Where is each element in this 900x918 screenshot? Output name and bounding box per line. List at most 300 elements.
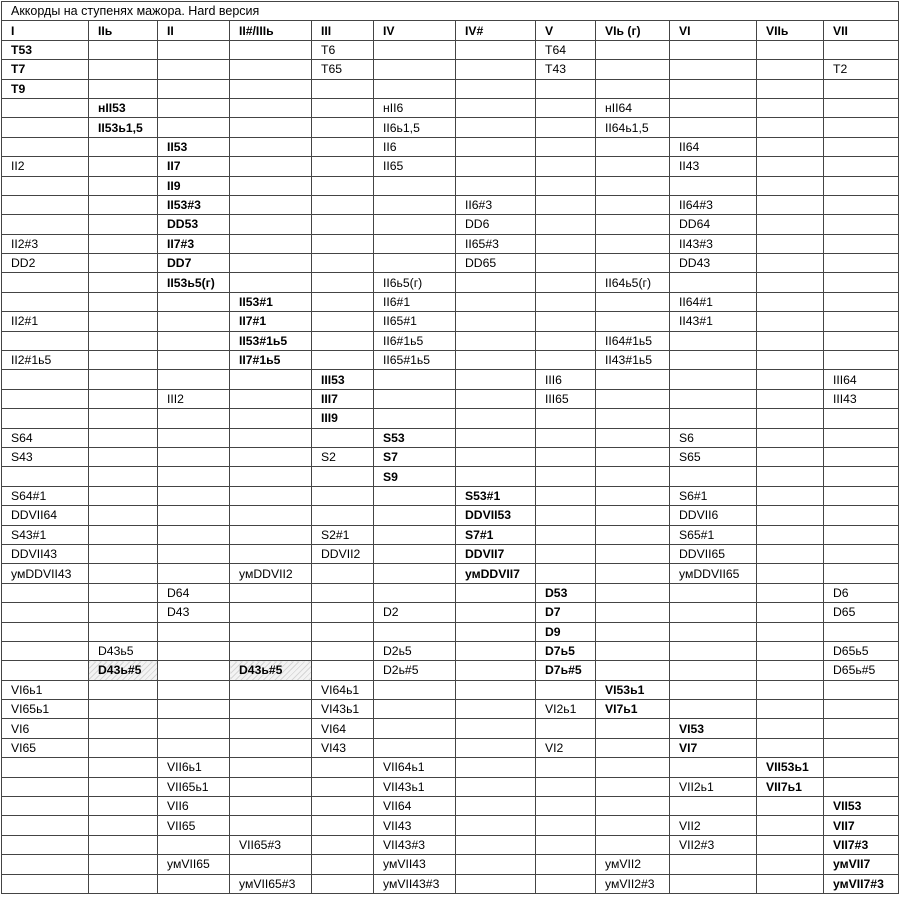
table-cell (757, 157, 824, 176)
table-cell: II2#1 (2, 312, 89, 331)
table-cell: II65#1ь5 (374, 351, 456, 370)
table-cell (824, 312, 899, 331)
table-cell (89, 797, 158, 816)
column-header: VIь (г) (596, 21, 670, 40)
table-cell (312, 816, 374, 835)
table-cell (596, 661, 670, 680)
table-cell: II53ь1,5 (89, 118, 158, 137)
table-cell (536, 467, 596, 486)
table-cell (536, 564, 596, 583)
table-cell (757, 622, 824, 641)
table-cell (596, 292, 670, 311)
table-cell: VI65ь1 (2, 700, 89, 719)
table-row (2, 816, 899, 835)
table-cell: II43 (670, 157, 757, 176)
table-cell: D53 (536, 583, 596, 602)
table-cell (596, 195, 670, 214)
table-cell (230, 60, 312, 79)
table-cell (89, 835, 158, 854)
table-cell (536, 118, 596, 137)
table-cell (670, 661, 757, 680)
table-cell (312, 467, 374, 486)
table-cell (89, 777, 158, 796)
table-cell (757, 797, 824, 816)
table-cell (456, 176, 536, 195)
table-cell (89, 564, 158, 583)
table-row (2, 777, 899, 796)
table-cell (757, 544, 824, 563)
table-cell (2, 777, 89, 796)
table-cell (824, 409, 899, 428)
table-cell (596, 254, 670, 273)
table-cell (757, 40, 824, 59)
table-cell (158, 40, 230, 59)
table-cell (536, 525, 596, 544)
table-cell: D64 (158, 583, 230, 602)
table-cell (596, 797, 670, 816)
column-header: II (158, 21, 230, 40)
table-cell (158, 370, 230, 389)
table-cell (230, 389, 312, 408)
table-cell: D65ь5 (824, 641, 899, 660)
table-cell (757, 467, 824, 486)
table-cell (757, 292, 824, 311)
table-cell (230, 855, 312, 874)
table-cell: III6 (536, 370, 596, 389)
table-cell (312, 292, 374, 311)
table-cell (374, 215, 456, 234)
table-row (2, 700, 899, 719)
table-cell (230, 544, 312, 563)
table-cell: VII53 (824, 797, 899, 816)
table-cell (456, 738, 536, 757)
table-cell (824, 544, 899, 563)
table-cell: VI2 (536, 738, 596, 757)
table-cell (230, 700, 312, 719)
table-row (2, 874, 899, 893)
table-cell (757, 583, 824, 602)
table-cell: S64#1 (2, 486, 89, 505)
table-cell (757, 273, 824, 292)
table-cell: DD43 (670, 254, 757, 273)
table-cell (757, 351, 824, 370)
table-cell (824, 292, 899, 311)
table-cell (596, 738, 670, 757)
table-cell: III65 (536, 389, 596, 408)
table-row (2, 40, 899, 59)
table-cell: III43 (824, 389, 899, 408)
table-cell: VII7 (824, 816, 899, 835)
table-cell: VI53ь1 (596, 680, 670, 699)
table-cell (158, 738, 230, 757)
table-cell (230, 816, 312, 835)
table-cell (89, 506, 158, 525)
table-cell: VII43 (374, 816, 456, 835)
table-cell: D2ь5 (374, 641, 456, 660)
table-cell: D7 (536, 603, 596, 622)
table-row (2, 195, 899, 214)
table-cell (824, 525, 899, 544)
table-cell (158, 564, 230, 583)
table-cell (757, 79, 824, 98)
table-cell (2, 603, 89, 622)
table-cell: D43ь5 (89, 641, 158, 660)
table-cell (670, 273, 757, 292)
table-cell (230, 98, 312, 117)
table-cell: умDDVII43 (2, 564, 89, 583)
table-cell (757, 525, 824, 544)
table-cell: II53 (158, 137, 230, 156)
table-cell (757, 661, 824, 680)
table-cell (89, 79, 158, 98)
table-row (2, 79, 899, 98)
table-cell (757, 409, 824, 428)
table-cell (89, 40, 158, 59)
table-cell: II64#1 (670, 292, 757, 311)
table-cell: D65 (824, 603, 899, 622)
table-cell: VI53 (670, 719, 757, 738)
table-cell: D7ь5 (536, 641, 596, 660)
table-cell (456, 622, 536, 641)
table-cell (596, 60, 670, 79)
table-cell (596, 137, 670, 156)
table-cell (2, 835, 89, 854)
table-cell (2, 98, 89, 117)
table-cell: VI6ь1 (2, 680, 89, 699)
table-cell (312, 79, 374, 98)
table-cell (536, 292, 596, 311)
table-cell: DDVII7 (456, 544, 536, 563)
table-cell: VI6 (2, 719, 89, 738)
table-cell (596, 583, 670, 602)
table-cell (89, 273, 158, 292)
table-cell: VII65#3 (230, 835, 312, 854)
table-cell (596, 506, 670, 525)
table-cell: S7#1 (456, 525, 536, 544)
table-cell (456, 874, 536, 893)
table-cell: DDVII53 (456, 506, 536, 525)
table-cell: II9 (158, 176, 230, 195)
table-cell: умDDVII7 (456, 564, 536, 583)
table-cell: D7ь#5 (536, 661, 596, 680)
table-cell (158, 525, 230, 544)
table-row (2, 176, 899, 195)
table-cell (89, 389, 158, 408)
table-cell (757, 254, 824, 273)
table-cell (230, 273, 312, 292)
table-cell (2, 389, 89, 408)
table-cell (374, 544, 456, 563)
table-cell (536, 273, 596, 292)
table-cell (456, 816, 536, 835)
table-cell (456, 98, 536, 117)
table-cell: S53 (374, 428, 456, 447)
table-cell (312, 176, 374, 195)
table-cell (824, 758, 899, 777)
table-cell (312, 312, 374, 331)
table-cell: T53 (2, 40, 89, 59)
table-cell (456, 351, 536, 370)
table-cell (158, 98, 230, 117)
table-cell (596, 370, 670, 389)
table-cell: VII65 (158, 816, 230, 835)
table-row (2, 486, 899, 505)
table-row (2, 370, 899, 389)
table-cell (596, 467, 670, 486)
table-cell (158, 118, 230, 137)
table-cell: II2 (2, 157, 89, 176)
table-cell (596, 447, 670, 466)
table-cell (536, 98, 596, 117)
table-cell: II53#3 (158, 195, 230, 214)
table-cell (757, 874, 824, 893)
table-row (2, 312, 899, 331)
table-cell (757, 738, 824, 757)
table-cell: VI64ь1 (312, 680, 374, 699)
table-cell: VII65ь1 (158, 777, 230, 796)
table-cell: III64 (824, 370, 899, 389)
table-cell (824, 234, 899, 253)
table-cell (2, 273, 89, 292)
table-cell (312, 195, 374, 214)
table-cell: DD65 (456, 254, 536, 273)
table-cell (596, 564, 670, 583)
table-cell: умVII65 (158, 855, 230, 874)
table-row (2, 428, 899, 447)
table-cell (824, 719, 899, 738)
table-cell (312, 622, 374, 641)
table-cell (2, 137, 89, 156)
table-cell (596, 234, 670, 253)
table-cell (89, 157, 158, 176)
table-cell (757, 603, 824, 622)
table-cell (2, 292, 89, 311)
table-cell: T9 (2, 79, 89, 98)
table-cell: II6#1ь5 (374, 331, 456, 350)
table-cell: II7 (158, 157, 230, 176)
table-cell: II2#1ь5 (2, 351, 89, 370)
table-cell (757, 137, 824, 156)
table-cell (456, 118, 536, 137)
column-header: III (312, 21, 374, 40)
column-header: IV# (456, 21, 536, 40)
table-cell (670, 797, 757, 816)
table-cell: умVII43 (374, 855, 456, 874)
table-cell: T7 (2, 60, 89, 79)
table-row (2, 719, 899, 738)
table-cell (536, 680, 596, 699)
table-cell: T43 (536, 60, 596, 79)
table-cell: VI7ь1 (596, 700, 670, 719)
table-cell (312, 157, 374, 176)
table-cell (456, 719, 536, 738)
table-cell: D43 (158, 603, 230, 622)
table-cell: DDVII2 (312, 544, 374, 563)
table-cell (757, 486, 824, 505)
table-cell: II64ь5(г) (596, 273, 670, 292)
table-cell (757, 195, 824, 214)
table-cell (757, 234, 824, 253)
title-row (2, 2, 899, 21)
table-cell (456, 157, 536, 176)
table-cell (312, 234, 374, 253)
table-cell: VI7 (670, 738, 757, 757)
table-cell: VII53ь1 (757, 758, 824, 777)
table-cell (596, 428, 670, 447)
table-cell: D65ь#5 (824, 661, 899, 680)
table-cell: VII6ь1 (158, 758, 230, 777)
table-cell (230, 486, 312, 505)
table-row (2, 118, 899, 137)
table-cell (312, 641, 374, 660)
table-cell (230, 467, 312, 486)
table-cell (824, 118, 899, 137)
table-cell (2, 118, 89, 137)
table-cell: S6 (670, 428, 757, 447)
table-cell: DD64 (670, 215, 757, 234)
table-cell (456, 409, 536, 428)
table-cell (757, 98, 824, 117)
table-cell: умVII2#3 (596, 874, 670, 893)
table-cell (536, 254, 596, 273)
table-cell (536, 157, 596, 176)
table-cell (230, 40, 312, 59)
table-cell (670, 467, 757, 486)
table-row (2, 583, 899, 602)
table-cell: III53 (312, 370, 374, 389)
table-cell: VI43ь1 (312, 700, 374, 719)
table-cell: S43#1 (2, 525, 89, 544)
table-cell (757, 564, 824, 583)
table-cell: DD7 (158, 254, 230, 273)
table-cell (89, 447, 158, 466)
table-cell (374, 738, 456, 757)
header-row (2, 21, 899, 40)
table-cell (670, 583, 757, 602)
table-cell (230, 641, 312, 660)
table-cell (824, 40, 899, 59)
table-cell (312, 797, 374, 816)
table-cell (596, 544, 670, 563)
table-cell (824, 564, 899, 583)
table-cell (158, 467, 230, 486)
table-cell: II7#1 (230, 312, 312, 331)
table-cell: DDVII43 (2, 544, 89, 563)
table-cell: II64#1ь5 (596, 331, 670, 350)
table-cell: умVII7 (824, 855, 899, 874)
table-cell (230, 738, 312, 757)
table-cell: T65 (312, 60, 374, 79)
table-cell (158, 544, 230, 563)
table-cell (89, 758, 158, 777)
table-cell (158, 447, 230, 466)
table-cell (158, 641, 230, 660)
table-cell: VII6 (158, 797, 230, 816)
table-cell (158, 331, 230, 350)
table-cell (89, 195, 158, 214)
table-cell: VII2 (670, 816, 757, 835)
table-cell (670, 118, 757, 137)
table-row (2, 738, 899, 757)
table-cell (757, 215, 824, 234)
table-cell: II6 (374, 137, 456, 156)
table-cell (456, 428, 536, 447)
table-cell: VI65 (2, 738, 89, 757)
table-cell (824, 738, 899, 757)
table-cell (456, 661, 536, 680)
table-cell (374, 389, 456, 408)
table-cell (89, 486, 158, 505)
table-cell: нII6 (374, 98, 456, 117)
table-cell (536, 544, 596, 563)
table-cell (757, 719, 824, 738)
table-row (2, 467, 899, 486)
table-cell (230, 195, 312, 214)
table-row (2, 622, 899, 641)
table-cell: DDVII6 (670, 506, 757, 525)
table-row (2, 254, 899, 273)
table-row (2, 661, 899, 680)
table-cell: умDDVII2 (230, 564, 312, 583)
table-cell (757, 680, 824, 699)
table-cell (670, 60, 757, 79)
table-cell (89, 254, 158, 273)
table-cell: VII64 (374, 797, 456, 816)
table-cell: VI43 (312, 738, 374, 757)
table-cell (230, 370, 312, 389)
table-cell (456, 603, 536, 622)
table-cell (89, 137, 158, 156)
table-cell (824, 700, 899, 719)
table-cell (536, 874, 596, 893)
table-row (2, 351, 899, 370)
table-cell: умVII7#3 (824, 874, 899, 893)
table-cell (596, 719, 670, 738)
table-cell: VI2ь1 (536, 700, 596, 719)
table-cell: II2#3 (2, 234, 89, 253)
table-row (2, 292, 899, 311)
table-row (2, 855, 899, 874)
table-cell (670, 389, 757, 408)
table-cell (89, 60, 158, 79)
table-cell (536, 176, 596, 195)
table-cell (596, 641, 670, 660)
table-cell (158, 60, 230, 79)
table-cell (89, 467, 158, 486)
table-cell (824, 777, 899, 796)
table-cell (312, 835, 374, 854)
table-cell (596, 758, 670, 777)
table-cell: II64#3 (670, 195, 757, 214)
table-cell (230, 176, 312, 195)
table-cell (158, 312, 230, 331)
table-cell (312, 98, 374, 117)
table-cell: DD2 (2, 254, 89, 273)
table-cell (89, 428, 158, 447)
table-cell (2, 370, 89, 389)
table-cell (312, 331, 374, 350)
table-cell (89, 312, 158, 331)
table-cell (312, 428, 374, 447)
table-cell (312, 118, 374, 137)
table-cell (456, 641, 536, 660)
table-cell: II65#3 (456, 234, 536, 253)
table-cell: II6#1 (374, 292, 456, 311)
table-row (2, 758, 899, 777)
table-cell (456, 447, 536, 466)
table-cell (230, 428, 312, 447)
table-cell (596, 157, 670, 176)
